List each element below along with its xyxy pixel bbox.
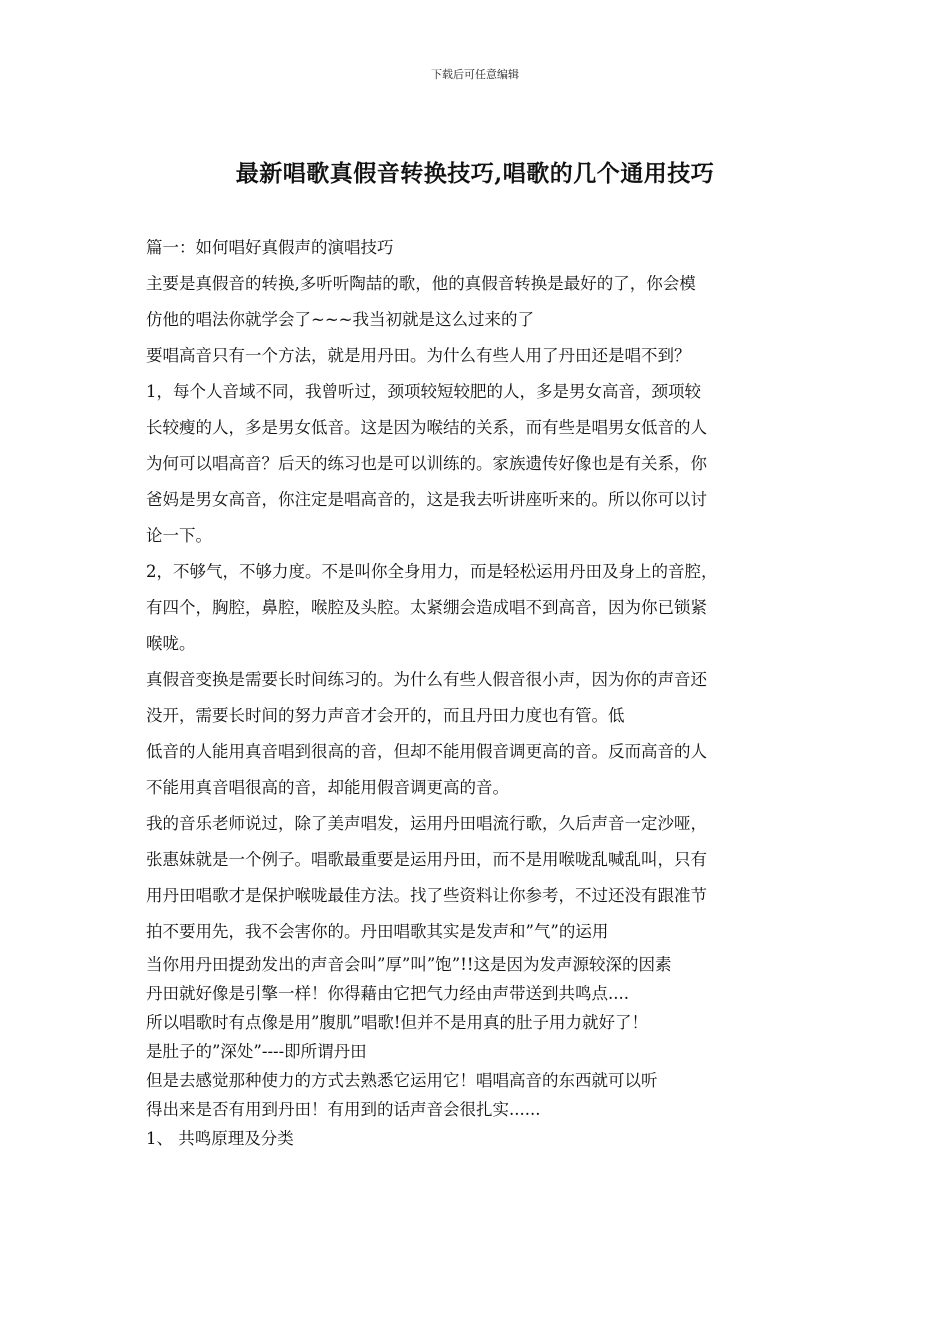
body-line: 丹田就好像是引擎一样！你得藉由它把气力经由声带送到共鸣点.... [146,984,629,1003]
body-line: 真假音变换是需要长时间练习的。为什么有些人假音很小声，因为你的声音还 [146,670,707,689]
body-line: 为何可以唱高音？后天的练习也是可以训练的。家族遗传好像也是有关系，你 [146,454,707,473]
body-line: 1，每个人音域不同，我曾听过，颈项较短较肥的人，多是男女高音，颈项较 [146,382,701,401]
body-line: 张惠妹就是一个例子。唱歌最重要是运用丹田，而不是用喉咙乱喊乱叫，只有 [146,850,707,869]
body-line: 但是去感觉那种使力的方式去熟悉它运用它！唱唱高音的东西就可以听 [146,1071,658,1090]
list-item-heading: 1、 共鸣原理及分类 [146,1129,294,1148]
body-line: 低音的人能用真音唱到很高的音，但却不能用假音调更高的音。反而高音的人 [146,742,707,761]
body-line: 喉咙。 [146,634,196,653]
body-line: 没开，需要长时间的努力声音才会开的，而且丹田力度也有管。低 [146,706,625,725]
header-note: 下载后可任意编辑 [431,68,519,81]
body-line: 仿他的唱法你就学会了~~~我当初就是这么过来的了 [146,310,534,329]
body-line: 所以唱歌时有点像是用”腹肌”唱歌!但并不是用真的肚子用力就好了！ [146,1013,649,1032]
document-title: 最新唱歌真假音转换技巧,唱歌的几个通用技巧 [235,160,715,187]
body-line: 得出来是否有用到丹田！有用到的话声音会很扎实...... [146,1100,541,1119]
body-line: 长较瘦的人，多是男女低音。这是因为喉结的关系，而有些是唱男女低音的人 [146,418,707,437]
section-heading: 篇一：如何唱好真假声的演唱技巧 [146,238,394,257]
body-line: 当你用丹田提劲发出的声音会叫”厚”叫”饱”!!这是因为发声源较深的因素 [146,955,672,974]
body-line: 拍不要用先，我不会害你的。丹田唱歌其实是发声和”气”的运用 [146,922,609,941]
body-line: 2，不够气，不够力度。不是叫你全身用力，而是轻松运用丹田及身上的音腔， [146,562,718,581]
body-line: 我的音乐老师说过，除了美声唱发，运用丹田唱流行歌，久后声音一定沙哑， [146,814,707,833]
body-line: 有四个，胸腔，鼻腔，喉腔及头腔。太紧绷会造成唱不到高音，因为你已锁紧 [146,598,707,617]
body-line: 要唱高音只有一个方法，就是用丹田。为什么有些人用了丹田还是唱不到？ [146,346,691,365]
body-line: 爸妈是男女高音，你注定是唱高音的，这是我去听讲座听来的。所以你可以讨 [146,490,707,509]
body-line: 论一下。 [146,526,212,545]
document-body [146,230,826,1153]
body-line: 不能用真音唱很高的音，却能用假音调更高的音。 [146,778,509,797]
body-line: 是肚子的”深处”----即所谓丹田 [146,1042,367,1061]
body-line: 用丹田唱歌才是保护喉咙最佳方法。找了些资料让你参考，不过还没有跟准节 [146,886,707,905]
body-line: 主要是真假音的转换,多听听陶喆的歌，他的真假音转换是最好的了，你会模 [146,274,696,293]
